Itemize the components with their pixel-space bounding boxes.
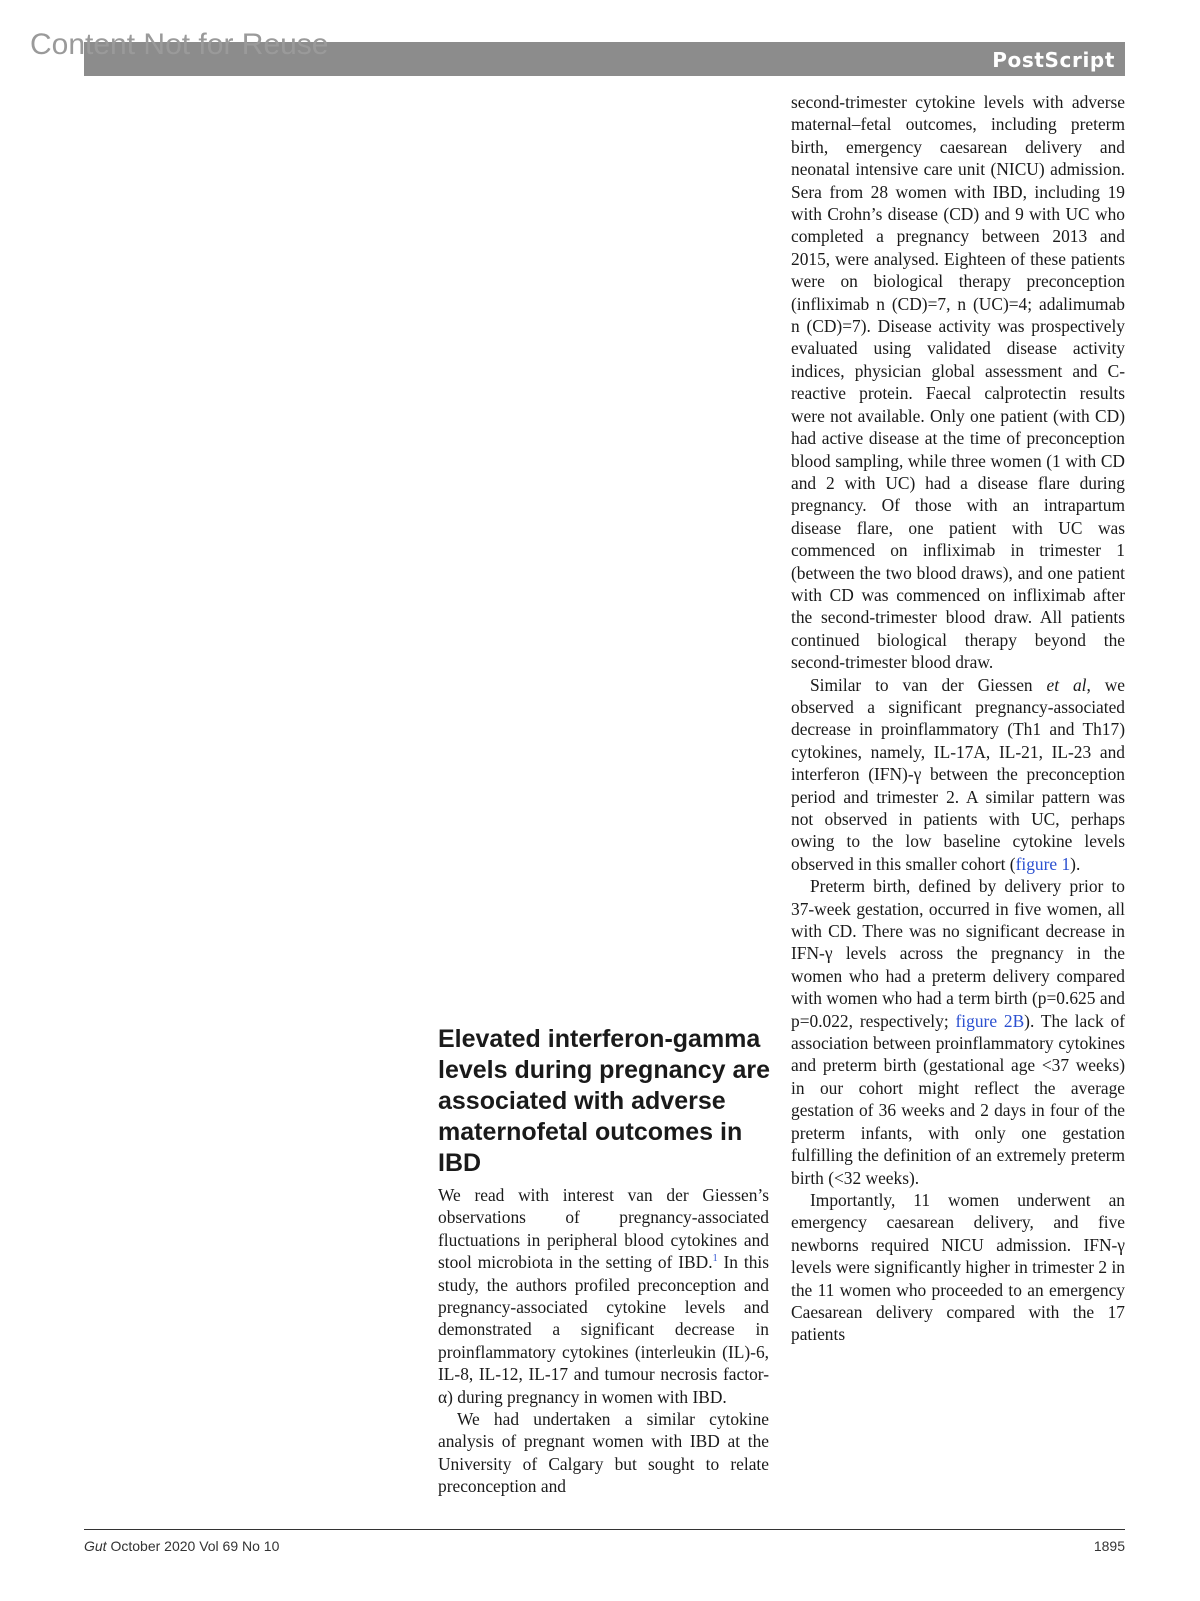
text-run: , we observed a significant pregnancy-associated decrease in proinflammatory (Th1 and Th17) cytokines, namely, IL-17A, IL-21, IL-23 and interferon (IFN)-γ between the preconception period and trimester 2. A similar pattern was not observed in patients with UC, perhaps owing to the low baseline cytokine levels observed in this smaller cohort (	[791, 674, 1125, 874]
issue-info: October 2020 Vol 69 No 10	[106, 1538, 280, 1554]
footer-rule	[84, 1529, 1125, 1530]
left-column	[438, 1184, 769, 1498]
paragraph: second-trimester cytokine levels with adverse maternal–fetal outcomes, including preterm birth, emergency caesarean delivery and neonatal intensive care unit (NICU) admission. Sera from 28 women with IBD, including 19 with Crohn’s disease (CD) and 9 with UC who completed a pregnancy between 2013 and 2015, were analysed. Eighteen of these patients were on biological therapy preconception (infliximab n (CD)=7, n (UC)=4; adalimumab n (CD)=7). Disease activity was prospectively evaluated using validated disease activity indices, physician global assessment and C-reactive protein. Faecal calprotectin results were not available. Only one patient (with CD) had active disease at the time of preconception blood sampling, while three women (1 with CD and 2 with UC) had a disease flare during pregnancy. Of those with an intrapartum disease flare, one patient with UC was commenced on infliximab in trimester 1 (between the two blood draws), and one patient with CD was commenced on infliximab after the second-trimester blood draw. All patients continued biological therapy beyond the second-trimester blood draw.	[791, 92, 1125, 673]
paragraph: We had undertaken a similar cytokine analysis of pregnant women with IBD at the University of Calgary but sought to relate preconception and	[438, 1409, 769, 1497]
figure-2b-link[interactable]: figure 2B	[955, 1010, 1025, 1031]
et-al: et al	[1046, 674, 1087, 695]
text-run: In this study, the authors profiled preconception and pregnancy-associated cytokine levels and demonstrated a significant decrease in proinflammatory cytokines (interleukin (IL)-6, IL-8, IL-12, IL-17 and tumour necrosis factor-α) during pregnancy in women with IBD.	[438, 1252, 769, 1407]
paragraph	[791, 875, 1125, 1189]
section-label: PostScript	[992, 48, 1115, 72]
right-column	[791, 91, 1125, 1346]
reference-1-link[interactable]: 1	[712, 1253, 718, 1265]
journal-name: Gut	[84, 1538, 107, 1554]
text-run: Preterm birth, defined by delivery prior to 37-week gestation, occurred in five women, all with CD. There was no significant decrease in IFN-γ levels across the pregnancy in the women who had a preterm delivery compared with women who had a term birth (p=0.625 and p=0.022, respectively;	[791, 876, 1125, 1031]
text-run: We read with interest van der Giessen’s observations of pregnancy-associated fluctuations in peripheral blood cytokines and stool microbiota in the setting of IBD.	[438, 1185, 769, 1273]
article-title: Elevated interferon-gamma levels during pregnancy are associated with adverse maternofetal outcomes in IBD	[438, 1025, 771, 1177]
footer-citation	[84, 1538, 279, 1554]
figure-1-link[interactable]: figure 1	[1015, 853, 1071, 874]
watermark: Content Not for Reuse	[30, 28, 329, 61]
paragraph	[438, 1184, 769, 1408]
text-run: Similar to van der Giessen	[810, 674, 1047, 695]
text-run: ). The lack of association between proinflammatory cytokines and preterm birth (gestational age <37 weeks) in our cohort might reflect the average gestation of 36 weeks and 2 days in four of the preterm infants, with only one gestation fulfilling the definition of an extremely preterm birth (<32 weeks).	[791, 1010, 1125, 1188]
text-run: ).	[1070, 853, 1081, 874]
page-number: 1895	[1093, 1538, 1125, 1554]
paragraph: Importantly, 11 women underwent an emergency caesarean delivery, and five newborns required NICU admission. IFN-γ levels were significantly higher in trimester 2 in the 11 women who proceeded to an emergency Caesarean delivery compared with the 17 patients	[791, 1189, 1125, 1345]
paragraph	[791, 674, 1125, 876]
